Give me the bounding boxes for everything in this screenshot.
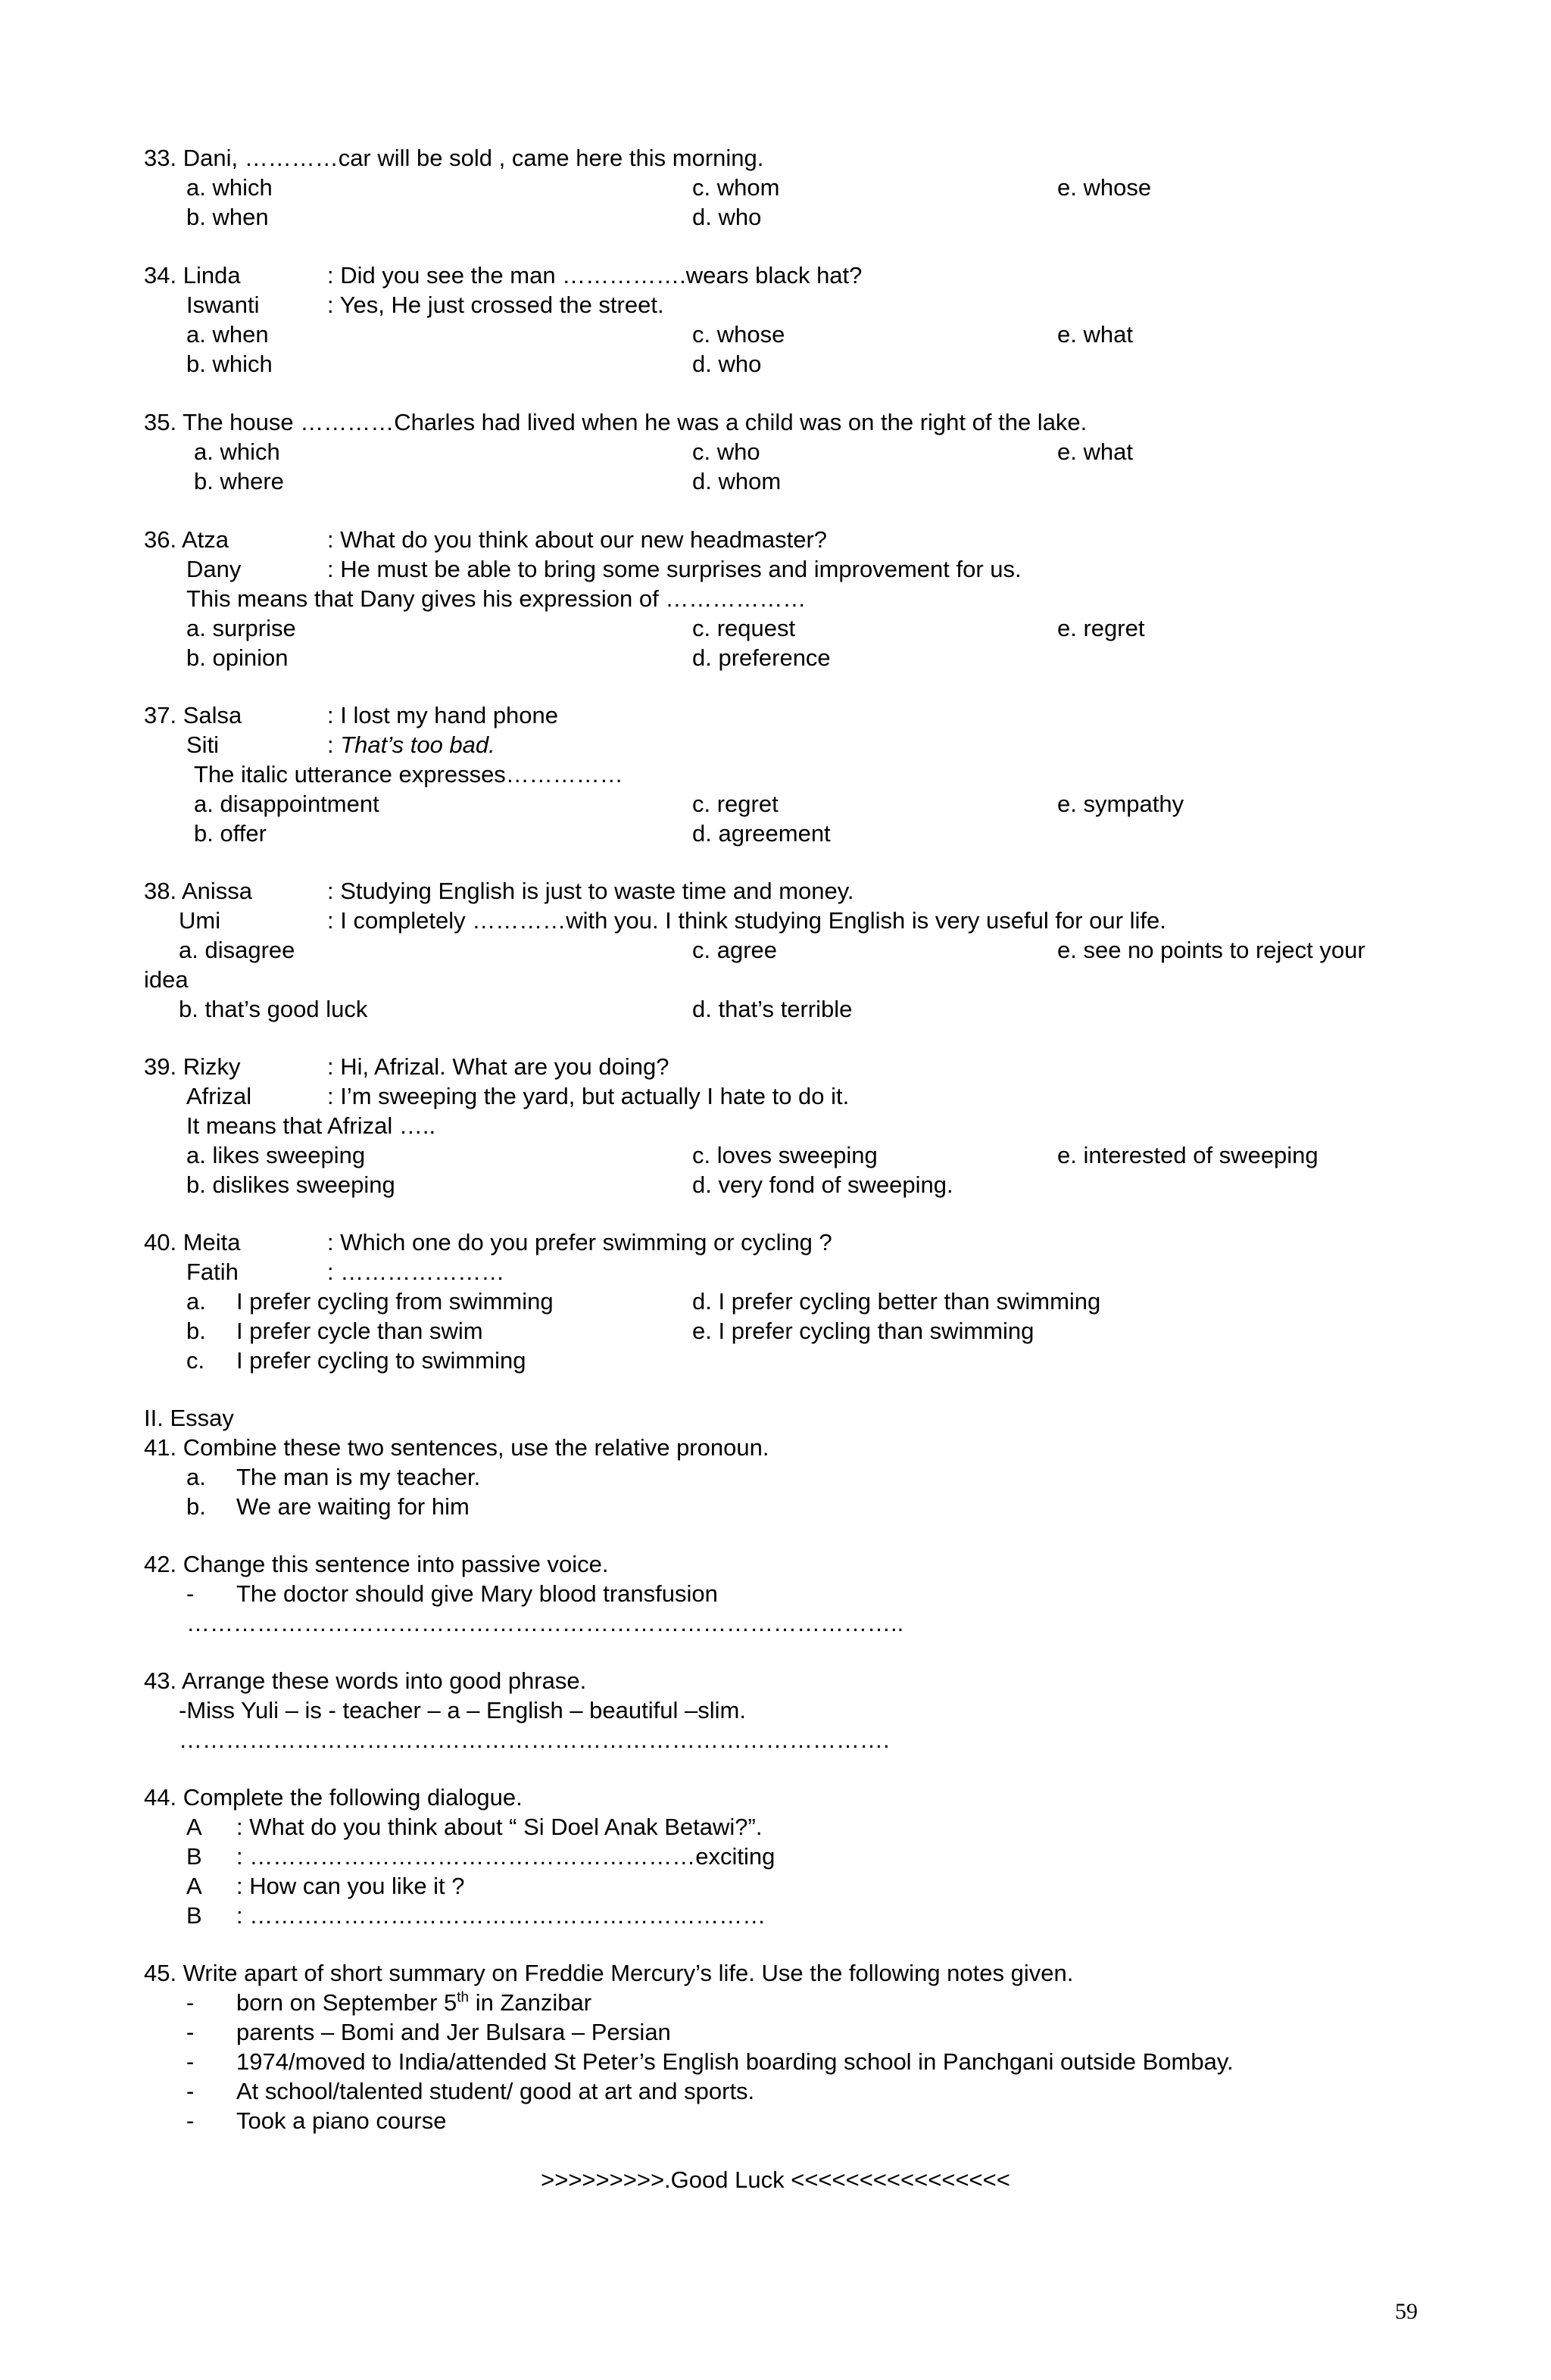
q37-line2-italic: That’s too bad.: [340, 731, 495, 758]
q40-option-a-letter: a.: [186, 1288, 206, 1315]
q37-line1: : I lost my hand phone: [327, 702, 559, 728]
q40-line1: : Which one do you prefer swimming or cycling ?: [327, 1229, 832, 1256]
q42-item: The doctor should give Mary blood transfusion: [236, 1580, 718, 1607]
q36-speaker2: Dany: [186, 556, 242, 582]
q35-stem: 35. The house …………Charles had lived when he was a child was on the right of the lake.: [144, 409, 1088, 435]
q36-option-b: b. opinion: [186, 644, 289, 671]
q40-option-b-letter: b.: [186, 1318, 206, 1344]
q37-speaker1: 37. Salsa: [144, 702, 242, 728]
q45-bullet-dash: -: [186, 1989, 195, 2016]
q40-option-a: I prefer cycling from swimming: [236, 1288, 554, 1315]
q44-speaker: B: [186, 1843, 202, 1870]
q37-line2-wrap: [327, 731, 495, 760]
q33-option-a: a. which: [186, 174, 273, 201]
q45-note: 1974/moved to India/attended St Peter’s English boarding school in Panchgani outside Bombay.: [236, 2048, 1234, 2075]
closing-good-luck: >>>>>>>>>.Good Luck <<<<<<<<<<<<<<<<: [541, 2166, 1010, 2193]
q44-line: : …………………………………………………………: [236, 1902, 766, 1929]
q37-option-b: b. offer: [194, 820, 267, 847]
q40-option-c-letter: c.: [186, 1347, 205, 1374]
q35-option-d: d. whom: [692, 468, 782, 494]
q37-option-a: a. disappointment: [194, 791, 379, 817]
q40-option-c: I prefer cycling to swimming: [236, 1347, 526, 1374]
q38-line1: : Studying English is just to waste time and money.: [327, 878, 854, 904]
essay-heading: II. Essay: [144, 1405, 234, 1431]
q38-line2: : I completely …………with you. I think studying English is very useful for our life.: [327, 907, 1166, 934]
q42-dash: -: [186, 1580, 195, 1607]
q37-prompt: The italic utterance expresses……………: [194, 761, 623, 788]
q37-option-c: c. regret: [692, 791, 779, 817]
q45-bullet-dash: -: [186, 2019, 195, 2045]
q41-item-b: We are waiting for him: [236, 1493, 470, 1520]
q38-option-d: d. that’s terrible: [692, 996, 853, 1022]
q45-bullet-dash: -: [186, 2078, 195, 2104]
q43-stem: 43. Arrange these words into good phrase.: [144, 1667, 587, 1694]
q44-line: : How can you like it ?: [236, 1873, 465, 1899]
q38-speaker2: Umi: [179, 907, 221, 934]
q34-line1: : Did you see the man …………….wears black hat?: [327, 262, 863, 289]
q38-option-e: e. see no points to reject your: [1057, 937, 1365, 963]
q41-stem: 41. Combine these two sentences, use the relative pronoun.: [144, 1434, 769, 1461]
q39-option-d: d. very fond of sweeping.: [692, 1171, 953, 1198]
q33-option-d: d. who: [692, 204, 762, 230]
q38-option-a: a. disagree: [179, 937, 295, 963]
q39-speaker1: 39. Rizky: [144, 1053, 241, 1080]
q42-stem: 42. Change this sentence into passive voice.: [144, 1551, 609, 1577]
q45-bullet-dash: -: [186, 2048, 195, 2075]
q33-stem: 33. Dani, …………car will be sold , came here this morning.: [144, 145, 764, 171]
q40-line2: : …………………: [327, 1259, 505, 1285]
q43-answer-blank: ……………………………………………………………………………….: [179, 1727, 890, 1753]
q45-note: parents – Bomi and Jer Bulsara – Persian: [236, 2019, 671, 2045]
q44-speaker: A: [186, 1873, 202, 1899]
q36-option-d: d. preference: [692, 644, 831, 671]
q36-option-a: a. surprise: [186, 615, 296, 641]
q37-colon: :: [327, 731, 334, 758]
q38-option-e-continued: idea: [144, 966, 189, 993]
q36-option-c: c. request: [692, 615, 796, 641]
q45-note-birth-text: born on September 5: [236, 1989, 457, 2016]
page-number: 59: [1395, 2299, 1418, 2324]
q34-speaker2: Iswanti: [186, 292, 260, 318]
q34-option-e: e. what: [1057, 321, 1133, 348]
q36-prompt: This means that Dany gives his expression of ………………: [186, 585, 807, 612]
q39-option-c: c. loves sweeping: [692, 1142, 878, 1168]
q37-speaker2: Siti: [186, 731, 220, 758]
q35-option-a: a. which: [194, 438, 280, 465]
q39-line2: : I’m sweeping the yard, but actually I hate to do it.: [327, 1083, 850, 1109]
q40-option-b: I prefer cycle than swim: [236, 1318, 483, 1344]
q45-note-birth: [236, 1989, 591, 2017]
q34-option-b: b. which: [186, 351, 273, 377]
q33-option-b: b. when: [186, 204, 269, 230]
q43-item: -Miss Yuli – is - teacher – a – English – beautiful –slim.: [179, 1697, 746, 1723]
q41-item-a: The man is my teacher.: [236, 1464, 481, 1490]
q38-speaker1: 38. Anissa: [144, 878, 253, 904]
q34-speaker1: 34. Linda: [144, 262, 241, 289]
q40-speaker1: 40. Meita: [144, 1229, 241, 1256]
q36-option-e: e. regret: [1057, 615, 1145, 641]
q44-stem: 44. Complete the following dialogue.: [144, 1784, 523, 1811]
q34-option-c: c. whose: [692, 321, 785, 348]
q45-bullet-dash: -: [186, 2107, 195, 2134]
q40-option-e: e. I prefer cycling than swimming: [692, 1318, 1035, 1344]
q35-option-b: b. where: [194, 468, 284, 494]
q40-option-d: d. I prefer cycling better than swimming: [692, 1288, 1101, 1315]
q44-speaker: A: [186, 1814, 202, 1840]
q42-answer-blank: ………………………………………………………………………………..: [186, 1610, 904, 1636]
q45-note-birth-place: in Zanzibar: [469, 1989, 592, 2016]
q40-speaker2: Fatih: [186, 1259, 239, 1285]
q41-item-b-letter: b.: [186, 1493, 206, 1520]
q39-prompt: It means that Afrizal …..: [186, 1112, 436, 1139]
q34-option-a: a. when: [186, 321, 269, 348]
q33-option-e: e. whose: [1057, 174, 1152, 201]
q37-option-d: d. agreement: [692, 820, 831, 847]
q45-note-birth-sup: th: [457, 1989, 470, 2006]
q36-speaker1: 36. Atza: [144, 526, 229, 553]
q38-option-b: b. that’s good luck: [179, 996, 368, 1022]
q39-option-e: e. interested of sweeping: [1057, 1142, 1319, 1168]
q39-line1: : Hi, Afrizal. What are you doing?: [327, 1053, 669, 1080]
q36-line2: : He must be able to bring some surprises and improvement for us.: [327, 556, 1022, 582]
q34-line2: : Yes, He just crossed the street.: [327, 292, 664, 318]
q39-speaker2: Afrizal: [186, 1083, 252, 1109]
q36-line1: : What do you think about our new headmaster?: [327, 526, 828, 553]
q34-option-d: d. who: [692, 351, 762, 377]
q37-option-e: e. sympathy: [1057, 791, 1184, 817]
q33-option-c: c. whom: [692, 174, 780, 201]
q39-option-b: b. dislikes sweeping: [186, 1171, 395, 1198]
q45-note: Took a piano course: [236, 2107, 447, 2134]
q39-option-a: a. likes sweeping: [186, 1142, 366, 1168]
q35-option-e: e. what: [1057, 438, 1133, 465]
q44-speaker: B: [186, 1902, 202, 1929]
q44-line: : What do you think about “ Si Doel Anak Betawi?”.: [236, 1814, 763, 1840]
q38-option-c: c. agree: [692, 937, 778, 963]
q45-note: At school/talented student/ good at art and sports.: [236, 2078, 755, 2104]
q35-option-c: c. who: [692, 438, 760, 465]
q41-item-a-letter: a.: [186, 1464, 206, 1490]
q44-line: : …………………………………………………exciting: [236, 1843, 776, 1870]
q45-stem: 45. Write apart of short summary on Freddie Mercury’s life. Use the following notes given.: [144, 1960, 1074, 1986]
